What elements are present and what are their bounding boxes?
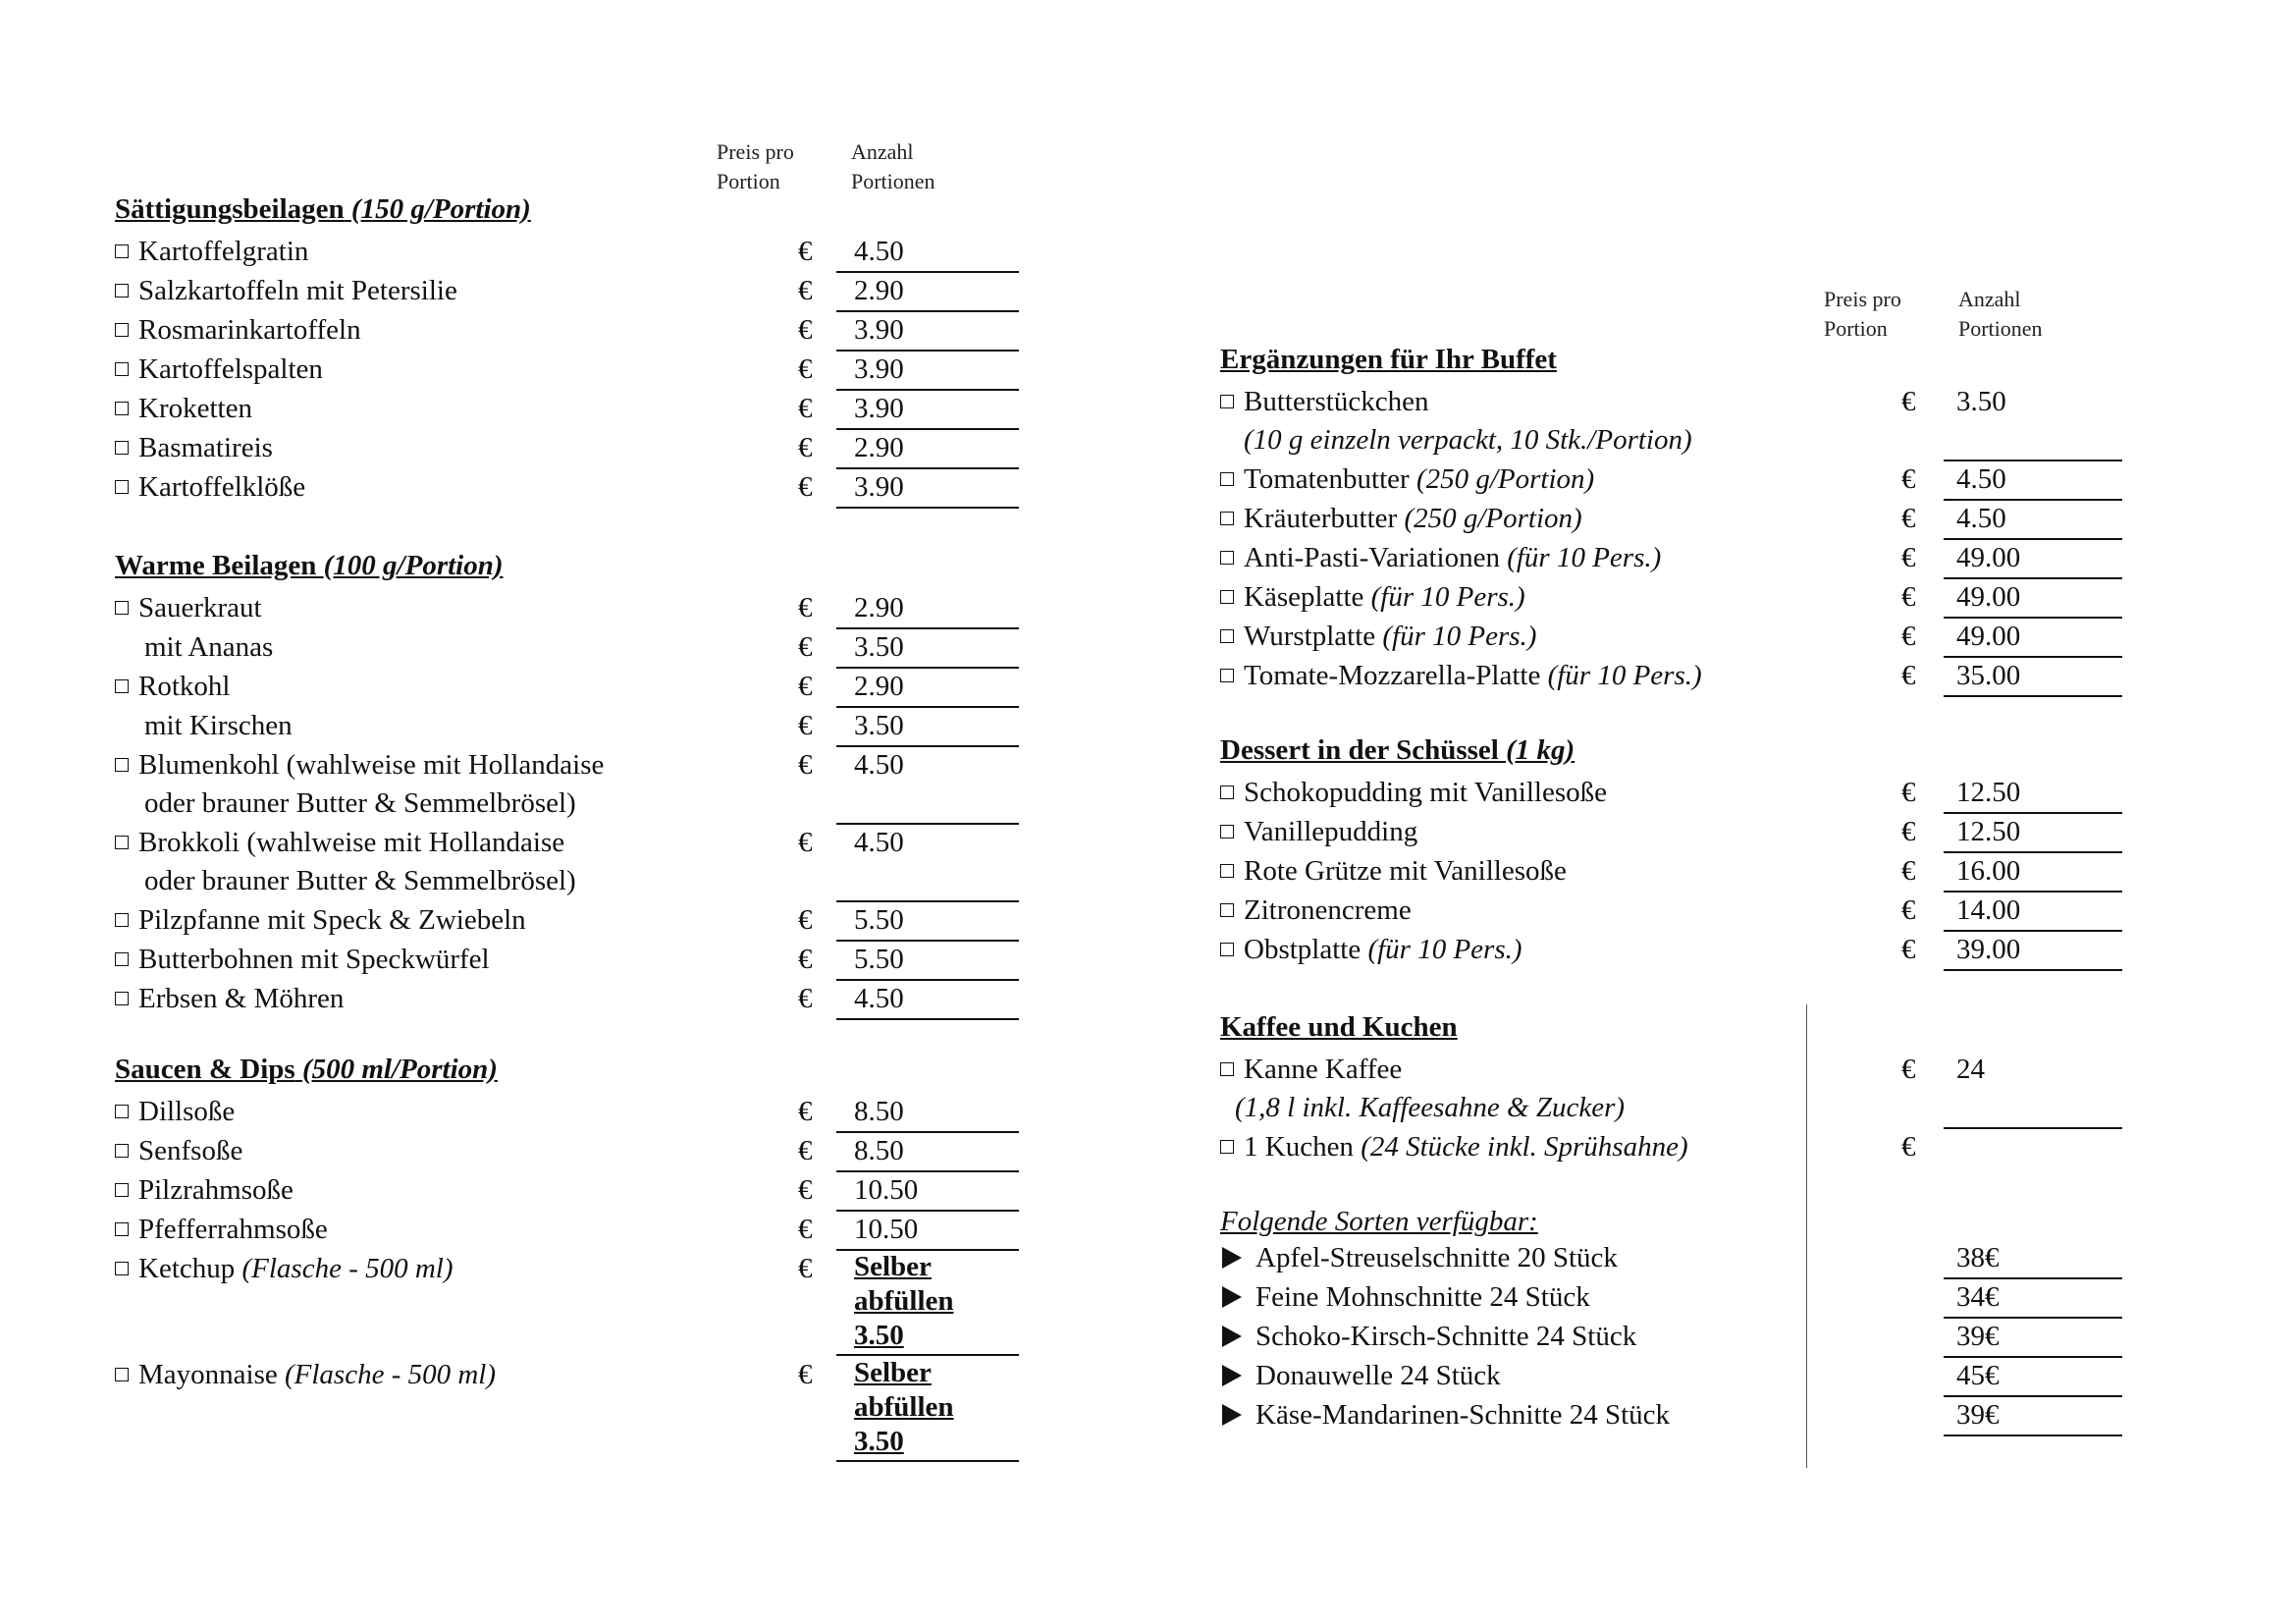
price-value: Selber bbox=[854, 1357, 932, 1388]
item-name: 1 Kuchen bbox=[1244, 1131, 1354, 1163]
item-name: Brokkoli (wahlweise mit Hollandaise bbox=[138, 827, 565, 858]
section-title-text: Sättigungsbeilagen bbox=[115, 193, 345, 225]
menu-item bbox=[144, 710, 293, 742]
euro-sign: € bbox=[1901, 581, 1916, 613]
euro-sign: € bbox=[798, 944, 813, 975]
quantity-line[interactable] bbox=[1944, 538, 2122, 540]
menu-item bbox=[1220, 621, 1536, 653]
euro-sign: € bbox=[798, 1214, 813, 1245]
euro-sign: € bbox=[798, 749, 813, 781]
quantity-line[interactable] bbox=[1944, 1277, 2122, 1279]
item-qualifier: (für 10 Pers.) bbox=[1507, 542, 1662, 573]
section-title bbox=[115, 550, 504, 582]
arrow-right-icon bbox=[1222, 1286, 1242, 1308]
item-name: Mayonnaise bbox=[138, 1359, 278, 1390]
euro-sign: € bbox=[1901, 503, 1916, 534]
menu-item bbox=[115, 275, 457, 307]
column-header-price: Preis pro Portion bbox=[717, 139, 794, 193]
item-name-line2: oder brauner Butter & Semmelbrösel) bbox=[144, 865, 576, 896]
price-value: 24 bbox=[1956, 1054, 1985, 1085]
menu-item bbox=[115, 471, 305, 504]
menu-item bbox=[115, 904, 526, 937]
checkbox[interactable] bbox=[115, 362, 129, 376]
menu-item bbox=[115, 432, 273, 464]
menu-item bbox=[1220, 463, 1594, 496]
menu-item bbox=[115, 592, 262, 624]
price-value: 4.50 bbox=[1956, 503, 2006, 534]
arrow-right-icon bbox=[1222, 1247, 1242, 1269]
item-name: Basmatireis bbox=[138, 432, 273, 463]
euro-sign: € bbox=[1901, 816, 1916, 847]
quantity-line[interactable] bbox=[1944, 1127, 2122, 1129]
price-value: 3.50 bbox=[854, 631, 904, 663]
item-name: Erbsen & Möhren bbox=[138, 983, 345, 1014]
quantity-line[interactable] bbox=[1944, 1435, 2122, 1436]
euro-sign: € bbox=[1901, 463, 1916, 495]
euro-sign: € bbox=[798, 827, 813, 858]
item-name: Vanillepudding bbox=[1244, 816, 1418, 847]
menu-item bbox=[115, 1096, 235, 1128]
euro-sign: € bbox=[798, 592, 813, 623]
euro-sign: € bbox=[798, 1174, 813, 1206]
checkbox[interactable] bbox=[115, 992, 129, 1005]
item-name: Kartoffelklöße bbox=[138, 471, 306, 503]
quantity-line[interactable] bbox=[1944, 656, 2122, 658]
item-name: Kartoffelgratin bbox=[138, 236, 309, 267]
quantity-line[interactable] bbox=[836, 1210, 1019, 1212]
item-name: Anti-Pasti-Variationen bbox=[1244, 542, 1500, 573]
item-qualifier: (Flasche - 500 ml) bbox=[285, 1359, 497, 1390]
price-value: 12.50 bbox=[1956, 816, 2021, 847]
checkbox[interactable] bbox=[1220, 864, 1234, 878]
euro-sign: € bbox=[1901, 894, 1916, 926]
checkbox[interactable] bbox=[115, 480, 129, 494]
price-value: 4.50 bbox=[854, 749, 904, 781]
item-name: Kräuterbutter bbox=[1244, 503, 1398, 534]
euro-sign: € bbox=[1901, 386, 1916, 417]
item-name: Tomate-Mozzarella-Platte bbox=[1244, 660, 1541, 691]
item-qualifier: (250 g/Portion) bbox=[1404, 503, 1582, 534]
euro-sign: € bbox=[1901, 777, 1916, 808]
checkbox[interactable] bbox=[1220, 629, 1234, 643]
item-qualifier: (für 10 Pers.) bbox=[1367, 934, 1522, 965]
price-value: abfüllen bbox=[854, 1285, 954, 1317]
price-value: 3.90 bbox=[854, 393, 904, 424]
price-value: 35.00 bbox=[1956, 660, 2021, 691]
euro-sign: € bbox=[798, 314, 813, 346]
menu-item bbox=[115, 983, 344, 1015]
menu-item bbox=[144, 631, 273, 664]
item-name: Kanne Kaffee bbox=[1244, 1054, 1403, 1085]
arrow-right-icon bbox=[1222, 1365, 1242, 1386]
price-value: 5.50 bbox=[854, 904, 904, 936]
quantity-line[interactable] bbox=[836, 1170, 1019, 1172]
menu-item bbox=[115, 1214, 328, 1246]
checkbox[interactable] bbox=[1220, 590, 1234, 604]
item-name: Obstplatte bbox=[1244, 934, 1362, 965]
section-qualifier: (1 kg) bbox=[1506, 734, 1575, 766]
quantity-line[interactable] bbox=[1944, 617, 2122, 619]
euro-sign: € bbox=[1901, 621, 1916, 652]
price-value: 38€ bbox=[1956, 1242, 2000, 1273]
quantity-line[interactable] bbox=[836, 428, 1019, 430]
euro-sign: € bbox=[798, 983, 813, 1014]
price-value: 3.50 bbox=[854, 710, 904, 741]
euro-sign: € bbox=[798, 471, 813, 503]
price-value: 5.50 bbox=[854, 944, 904, 975]
checkbox[interactable] bbox=[115, 441, 129, 455]
price-value: 4.50 bbox=[854, 827, 904, 858]
checkbox[interactable] bbox=[115, 244, 129, 258]
euro-sign: € bbox=[1901, 1131, 1916, 1163]
quantity-line[interactable] bbox=[1944, 969, 2122, 971]
quantity-line[interactable] bbox=[836, 310, 1019, 312]
price-value: 39€ bbox=[1956, 1321, 2000, 1352]
checkbox[interactable] bbox=[1220, 512, 1234, 525]
item-qualifier: (Flasche - 500 ml) bbox=[241, 1253, 454, 1284]
quantity-line[interactable] bbox=[836, 271, 1019, 273]
euro-sign: € bbox=[798, 671, 813, 702]
item-name: Pfefferrahmsoße bbox=[138, 1214, 328, 1245]
cake-variety-item bbox=[1222, 1281, 1590, 1314]
section-qualifier: (100 g/Portion) bbox=[323, 550, 504, 581]
item-name: Blumenkohl (wahlweise mit Hollandaise bbox=[138, 749, 605, 781]
euro-sign: € bbox=[798, 1096, 813, 1127]
price-value: 2.90 bbox=[854, 592, 904, 623]
section-title-text: Ergänzungen für Ihr Buffet bbox=[1220, 344, 1557, 375]
menu-item bbox=[1220, 581, 1525, 614]
section-title-text: Kaffee und Kuchen bbox=[1220, 1011, 1458, 1043]
item-name: Salzkartoffeln mit Petersilie bbox=[138, 275, 457, 306]
item-name: Käseplatte bbox=[1244, 581, 1364, 613]
cake-variety-name: Feine Mohnschnitte 24 Stück bbox=[1255, 1281, 1590, 1313]
menu-item bbox=[115, 314, 361, 347]
price-value: 10.50 bbox=[854, 1214, 919, 1245]
checkbox[interactable] bbox=[1220, 825, 1234, 839]
item-name: Dillsoße bbox=[138, 1096, 236, 1127]
menu-item bbox=[115, 393, 252, 425]
quantity-line[interactable] bbox=[836, 1018, 1019, 1020]
euro-sign: € bbox=[798, 1135, 813, 1166]
item-name: mit Ananas bbox=[144, 631, 274, 663]
quantity-line[interactable] bbox=[836, 1460, 1019, 1462]
price-value: 4.50 bbox=[854, 236, 904, 267]
euro-sign: € bbox=[798, 1359, 813, 1390]
checkbox[interactable] bbox=[1220, 669, 1234, 682]
menu-item bbox=[1220, 503, 1582, 535]
menu-item bbox=[1220, 777, 1607, 809]
quantity-line[interactable] bbox=[836, 627, 1019, 629]
quantity-line[interactable] bbox=[836, 745, 1019, 747]
section-title bbox=[115, 1054, 498, 1086]
price-value: 49.00 bbox=[1956, 542, 2021, 573]
quantity-line[interactable] bbox=[1944, 695, 2122, 697]
checkbox[interactable] bbox=[1220, 395, 1234, 408]
item-name: Kartoffelspalten bbox=[138, 353, 323, 385]
menu-item bbox=[1220, 386, 1428, 418]
quantity-line[interactable] bbox=[836, 350, 1019, 352]
price-value: 45€ bbox=[1956, 1360, 2000, 1391]
quantity-line[interactable] bbox=[1944, 1356, 2122, 1358]
menu-item bbox=[115, 1174, 294, 1207]
price-value: Selber bbox=[854, 1251, 932, 1282]
euro-sign: € bbox=[798, 710, 813, 741]
menu-item bbox=[115, 1253, 454, 1285]
quantity-line[interactable] bbox=[836, 467, 1019, 469]
menu-item bbox=[115, 671, 230, 703]
price-value: 2.90 bbox=[854, 671, 904, 702]
checkbox[interactable] bbox=[1220, 1140, 1234, 1154]
item-name: Ketchup bbox=[138, 1253, 236, 1284]
item-name: Schokopudding mit Vanillesoße bbox=[1244, 777, 1608, 808]
menu-item bbox=[115, 236, 308, 268]
checkbox[interactable] bbox=[115, 601, 129, 615]
checkbox[interactable] bbox=[115, 1105, 129, 1118]
checkbox[interactable] bbox=[115, 1368, 129, 1381]
price-value: 3.90 bbox=[854, 353, 904, 385]
item-detail-line: (10 g einzeln verpackt, 10 Stk./Portion) bbox=[1244, 424, 1692, 456]
menu-item bbox=[115, 1135, 242, 1167]
cake-variety-name: Apfel-Streuselschnitte 20 Stück bbox=[1255, 1242, 1618, 1273]
checkbox[interactable] bbox=[115, 913, 129, 927]
arrow-right-icon bbox=[1222, 1326, 1242, 1347]
price-value: 3.50 bbox=[1956, 386, 2006, 417]
price-value: 3.90 bbox=[854, 471, 904, 503]
section-title bbox=[1220, 344, 1557, 376]
menu-item bbox=[1220, 816, 1417, 848]
euro-sign: € bbox=[1901, 934, 1916, 965]
checkbox[interactable] bbox=[1220, 551, 1234, 565]
item-qualifier: (250 g/Portion) bbox=[1415, 463, 1595, 495]
section-title-text: Warme Beilagen bbox=[115, 550, 317, 581]
section-qualifier: (500 ml/Portion) bbox=[301, 1054, 498, 1085]
column-header-price: Preis pro Portion bbox=[1824, 287, 1901, 341]
price-value: 10.50 bbox=[854, 1174, 919, 1206]
price-value: 8.50 bbox=[854, 1135, 904, 1166]
price-value: 49.00 bbox=[1956, 581, 2021, 613]
quantity-line[interactable] bbox=[1944, 577, 2122, 579]
item-qualifier: (für 10 Pers.) bbox=[1370, 581, 1525, 613]
price-value: 14.00 bbox=[1956, 894, 2021, 926]
checkbox[interactable] bbox=[115, 758, 129, 772]
item-qualifier: (für 10 Pers.) bbox=[1547, 660, 1702, 691]
menu-item bbox=[115, 749, 604, 782]
euro-sign: € bbox=[1901, 542, 1916, 573]
price-value: 3.50 bbox=[854, 1320, 904, 1351]
checkbox[interactable] bbox=[115, 402, 129, 415]
checkbox[interactable] bbox=[115, 323, 129, 337]
cake-varieties-heading: Folgende Sorten verfügbar: bbox=[1220, 1206, 1538, 1237]
section-title-text: Saucen & Dips bbox=[115, 1054, 295, 1085]
column-header-quantity: Anzahl Portionen bbox=[851, 139, 935, 193]
euro-sign: € bbox=[1901, 855, 1916, 887]
section-title-text: Dessert in der Schüssel bbox=[1220, 734, 1499, 766]
section-qualifier: (150 g/Portion) bbox=[350, 193, 531, 225]
price-value: 34€ bbox=[1956, 1281, 2000, 1313]
item-name: Rotkohl bbox=[138, 671, 231, 702]
price-value: 3.90 bbox=[854, 314, 904, 346]
menu-item bbox=[1220, 855, 1567, 888]
euro-sign: € bbox=[798, 353, 813, 385]
quantity-line[interactable] bbox=[836, 979, 1019, 981]
quantity-line[interactable] bbox=[1944, 499, 2122, 501]
cake-variety-name: Donauwelle 24 Stück bbox=[1255, 1360, 1501, 1391]
quantity-line[interactable] bbox=[836, 389, 1019, 391]
item-name: Tomatenbutter bbox=[1244, 463, 1410, 495]
cake-variety-item bbox=[1222, 1360, 1501, 1392]
section-title bbox=[1220, 1011, 1458, 1044]
cake-variety-item bbox=[1222, 1242, 1618, 1274]
price-value: 49.00 bbox=[1956, 621, 2021, 652]
item-name: Senfsoße bbox=[138, 1135, 243, 1166]
checkbox[interactable] bbox=[1220, 785, 1234, 799]
euro-sign: € bbox=[798, 1253, 813, 1284]
arrow-right-icon bbox=[1222, 1404, 1242, 1426]
item-name: Butterbohnen mit Speckwürfel bbox=[138, 944, 490, 975]
menu-item bbox=[1220, 660, 1702, 692]
cake-variety-name: Schoko-Kirsch-Schnitte 24 Stück bbox=[1255, 1321, 1637, 1352]
checkbox[interactable] bbox=[1220, 943, 1234, 956]
menu-item bbox=[115, 353, 323, 386]
checkbox[interactable] bbox=[115, 1262, 129, 1275]
item-name: Zitronencreme bbox=[1244, 894, 1412, 926]
item-name: Pilzpfanne mit Speck & Zwiebeln bbox=[138, 904, 526, 936]
quantity-line[interactable] bbox=[1944, 891, 2122, 893]
quantity-line[interactable] bbox=[836, 1131, 1019, 1133]
quantity-line[interactable] bbox=[1944, 930, 2122, 932]
item-qualifier: (24 Stücke inkl. Sprühsahne) bbox=[1361, 1131, 1688, 1163]
price-value: 16.00 bbox=[1956, 855, 2021, 887]
euro-sign: € bbox=[798, 432, 813, 463]
euro-sign: € bbox=[798, 631, 813, 663]
checkbox[interactable] bbox=[1220, 903, 1234, 917]
quantity-line[interactable] bbox=[836, 900, 1019, 902]
menu-item bbox=[1220, 1131, 1688, 1164]
price-value: 2.90 bbox=[854, 275, 904, 306]
checkbox[interactable] bbox=[115, 1183, 129, 1197]
euro-sign: € bbox=[1901, 660, 1916, 691]
item-name: Rosmarinkartoffeln bbox=[138, 314, 361, 346]
price-value: 2.90 bbox=[854, 432, 904, 463]
quantity-line[interactable] bbox=[1944, 812, 2122, 814]
item-name: Pilzrahmsoße bbox=[138, 1174, 294, 1206]
checkbox[interactable] bbox=[115, 836, 129, 849]
section-title bbox=[1220, 734, 1575, 767]
vertical-divider bbox=[1806, 1004, 1807, 1468]
item-name: Butterstückchen bbox=[1244, 386, 1429, 417]
price-value: abfüllen bbox=[854, 1391, 954, 1423]
price-value: 4.50 bbox=[1956, 463, 2006, 495]
quantity-line[interactable] bbox=[1944, 1395, 2122, 1397]
price-value: 4.50 bbox=[854, 983, 904, 1014]
quantity-line[interactable] bbox=[836, 667, 1019, 669]
checkbox[interactable] bbox=[115, 1144, 129, 1158]
item-name: Rote Grütze mit Vanillesoße bbox=[1244, 855, 1567, 887]
cake-variety-item bbox=[1222, 1399, 1670, 1432]
cake-variety-name: Käse-Mandarinen-Schnitte 24 Stück bbox=[1255, 1399, 1671, 1431]
section-title bbox=[115, 193, 531, 226]
item-name: Kroketten bbox=[138, 393, 252, 424]
quantity-line[interactable] bbox=[1944, 1317, 2122, 1319]
cake-variety-item bbox=[1222, 1321, 1636, 1353]
column-header-quantity: Anzahl Portionen bbox=[1958, 287, 2043, 341]
price-value: 12.50 bbox=[1956, 777, 2021, 808]
item-name: mit Kirschen bbox=[144, 710, 293, 741]
quantity-line[interactable] bbox=[836, 706, 1019, 708]
checkbox[interactable] bbox=[115, 1222, 129, 1236]
quantity-line[interactable] bbox=[1944, 851, 2122, 853]
item-name: Sauerkraut bbox=[138, 592, 262, 623]
checkbox[interactable] bbox=[1220, 472, 1234, 486]
item-name: Wurstplatte bbox=[1244, 621, 1376, 652]
quantity-line[interactable] bbox=[836, 823, 1019, 825]
item-name-line2: oder brauner Butter & Semmelbrösel) bbox=[144, 787, 576, 819]
euro-sign: € bbox=[798, 275, 813, 306]
menu-item bbox=[1220, 1054, 1402, 1086]
price-value: 39.00 bbox=[1956, 934, 2021, 965]
price-value: 39€ bbox=[1956, 1399, 2000, 1431]
menu-item bbox=[115, 827, 564, 859]
menu-item bbox=[115, 944, 490, 976]
euro-sign: € bbox=[798, 904, 813, 936]
item-detail-line: (1,8 l inkl. Kaffeesahne & Zucker) bbox=[1235, 1092, 1626, 1123]
quantity-line[interactable] bbox=[836, 507, 1019, 509]
menu-item bbox=[115, 1359, 496, 1391]
menu-item bbox=[1220, 934, 1522, 966]
checkbox[interactable] bbox=[115, 679, 129, 693]
quantity-line[interactable] bbox=[836, 940, 1019, 942]
price-value: 8.50 bbox=[854, 1096, 904, 1127]
menu-item bbox=[1220, 542, 1661, 574]
quantity-line[interactable] bbox=[1944, 460, 2122, 461]
euro-sign: € bbox=[1901, 1054, 1916, 1085]
checkbox[interactable] bbox=[1220, 1062, 1234, 1076]
menu-item bbox=[1220, 894, 1412, 927]
price-value: 3.50 bbox=[854, 1426, 904, 1457]
euro-sign: € bbox=[798, 236, 813, 267]
item-qualifier: (für 10 Pers.) bbox=[1382, 621, 1537, 652]
euro-sign: € bbox=[798, 393, 813, 424]
checkbox[interactable] bbox=[115, 284, 129, 298]
checkbox[interactable] bbox=[115, 952, 129, 966]
